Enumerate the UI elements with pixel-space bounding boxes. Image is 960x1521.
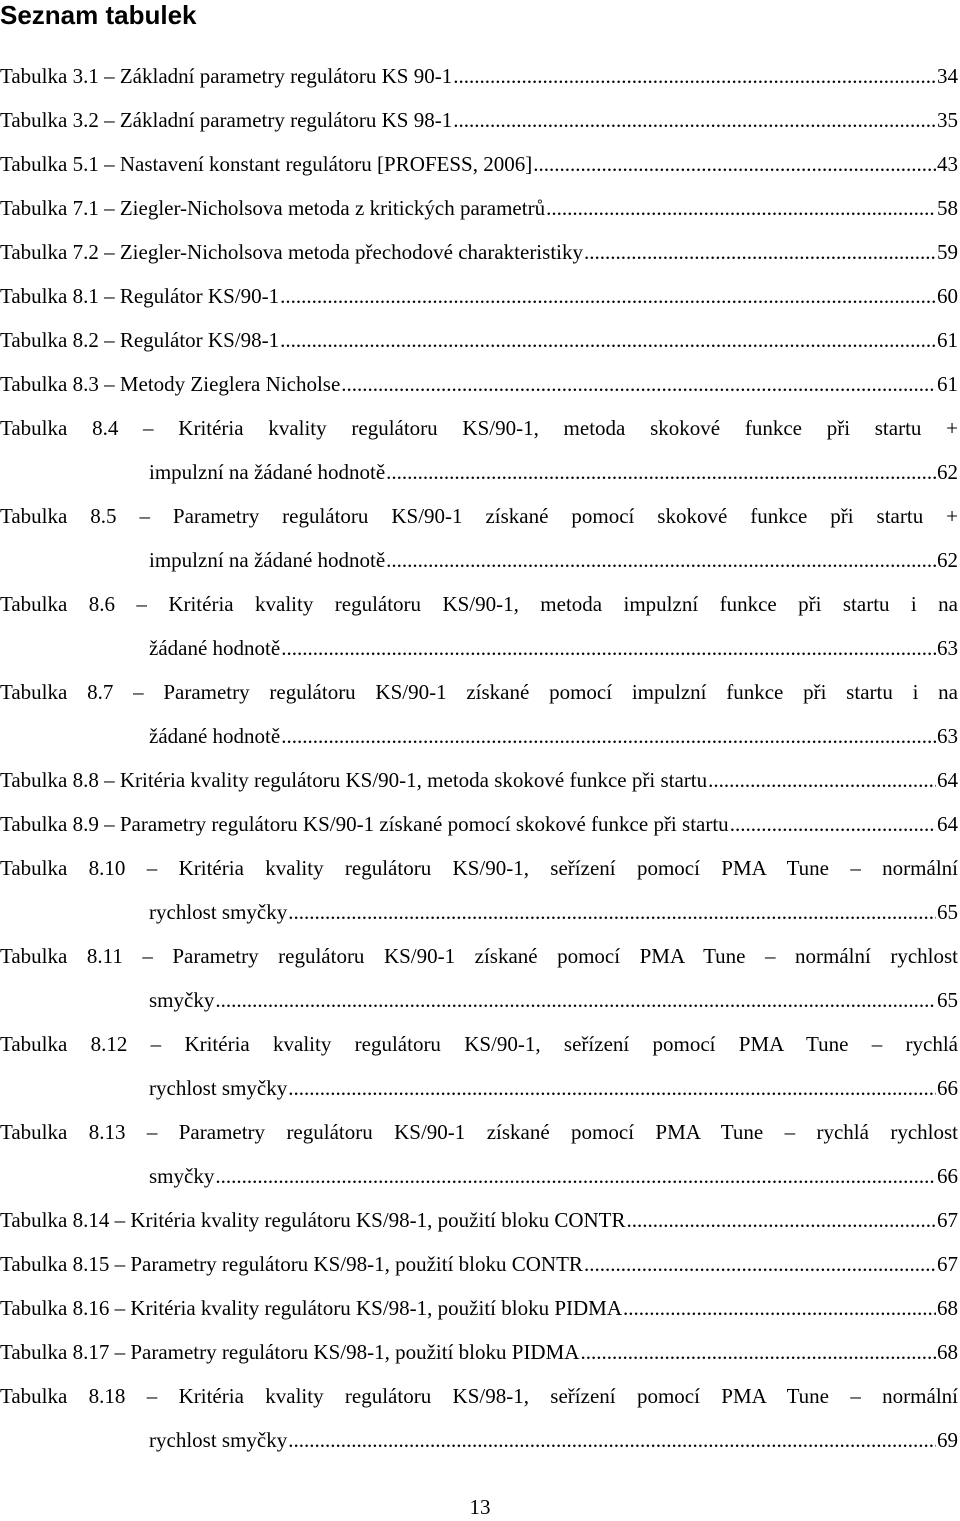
dot-leader xyxy=(281,626,936,670)
dot-leader xyxy=(453,98,936,142)
toc-entry[interactable] xyxy=(0,934,958,1022)
toc-entry[interactable] xyxy=(0,142,958,186)
toc-entry-title: Tabulka 8.15 – Parametry regulátoru KS/98-1, použití bloku CONTR xyxy=(0,1252,583,1276)
toc-entry[interactable] xyxy=(0,362,958,406)
toc-entry-title: Tabulka 8.5 – Parametry regulátoru KS/90-1 získané pomocí skokové funkce při startu + xyxy=(0,504,958,528)
page-title: Seznam tabulek xyxy=(0,0,197,30)
dot-leader xyxy=(708,758,936,802)
dot-leader xyxy=(386,450,936,494)
toc-entry-title-continuation: žádané hodnotě xyxy=(149,636,281,660)
toc-entry-title: Tabulka 8.1 – Regulátor KS/90-1 xyxy=(0,284,280,308)
dot-leader xyxy=(288,890,936,934)
toc-entry-title: Tabulka 7.1 – Ziegler-Nicholsova metoda z kritických parametrů xyxy=(0,196,546,220)
toc-entry[interactable] xyxy=(0,758,958,802)
toc-entry-title-continuation: smyčky xyxy=(149,988,215,1012)
toc-entry[interactable] xyxy=(0,54,958,98)
toc-entry-title-continuation: žádané hodnotě xyxy=(149,724,281,748)
dot-leader xyxy=(584,1242,936,1286)
dot-leader xyxy=(584,230,936,274)
toc-entry[interactable] xyxy=(0,1198,958,1242)
toc-entry-page: 61 xyxy=(937,372,958,396)
toc-entry-title: Tabulka 8.17 – Parametry regulátoru KS/98-1, použití bloku PIDMA xyxy=(0,1340,580,1364)
toc-entry-page: 62 xyxy=(937,548,958,572)
toc-entry-page: 43 xyxy=(937,152,958,176)
toc-entry-title: Tabulka 8.13 – Parametry regulátoru KS/90-1 získané pomocí PMA Tune – rychlá rychlost xyxy=(0,1120,958,1144)
toc-entry[interactable] xyxy=(0,1330,958,1374)
toc-entry[interactable] xyxy=(0,1022,958,1110)
dot-leader xyxy=(215,978,936,1022)
dot-leader xyxy=(730,802,936,846)
toc-entry[interactable] xyxy=(0,1374,958,1462)
toc-entry-title: Tabulka 7.2 – Ziegler-Nicholsova metoda přechodové charakteristiky xyxy=(0,240,583,264)
toc-entry[interactable] xyxy=(0,1286,958,1330)
toc-entry[interactable] xyxy=(0,98,958,142)
toc-entry-title: Tabulka 8.4 – Kritéria kvality regulátoru KS/90-1, metoda skokové funkce při startu + xyxy=(0,416,958,440)
toc-entry-title: Tabulka 8.9 – Parametry regulátoru KS/90-1 získané pomocí skokové funkce při startu xyxy=(0,812,729,836)
toc-entry-page: 64 xyxy=(937,812,958,836)
dot-leader xyxy=(281,714,936,758)
dot-leader xyxy=(546,186,936,230)
toc-entry[interactable] xyxy=(0,1110,958,1198)
toc-entry[interactable] xyxy=(0,670,958,758)
toc-entry-page: 58 xyxy=(937,196,958,220)
toc-entry-page: 62 xyxy=(937,460,958,484)
toc-entry-title: Tabulka 8.12 – Kritéria kvality regulátoru KS/90-1, seřízení pomocí PMA Tune – rychlá xyxy=(0,1032,958,1056)
toc-entry[interactable] xyxy=(0,1242,958,1286)
dot-leader xyxy=(280,274,936,318)
toc-entry-page: 35 xyxy=(937,108,958,132)
toc-entry-title: Tabulka 8.10 – Kritéria kvality regulátoru KS/90-1, seřízení pomocí PMA Tune – normální xyxy=(0,856,958,880)
toc-entry-title: Tabulka 8.16 – Kritéria kvality regulátoru KS/98-1, použití bloku PIDMA xyxy=(0,1296,623,1320)
toc-entry-page: 34 xyxy=(937,64,958,88)
toc-entry-title: Tabulka 8.18 – Kritéria kvality regulátoru KS/98-1, seřízení pomocí PMA Tune – normální xyxy=(0,1384,958,1408)
toc-entry-page: 60 xyxy=(937,284,958,308)
toc-entry-page: 67 xyxy=(937,1208,958,1232)
toc-entry[interactable] xyxy=(0,582,958,670)
dot-leader xyxy=(623,1286,936,1330)
toc-entry-page: 68 xyxy=(937,1296,958,1320)
toc-entry-title: Tabulka 3.2 – Základní parametry regulátoru KS 98-1 xyxy=(0,108,453,132)
toc-entry-title-continuation: impulzní na žádané hodnotě xyxy=(149,460,386,484)
toc-entry-title: Tabulka 8.2 – Regulátor KS/98-1 xyxy=(0,328,280,352)
toc-entry-page: 63 xyxy=(937,724,958,748)
toc-entry-title: Tabulka 8.3 – Metody Zieglera Nicholse xyxy=(0,372,341,396)
dot-leader xyxy=(386,538,936,582)
toc-entry-title: Tabulka 8.8 – Kritéria kvality regulátoru KS/90-1, metoda skokové funkce při startu xyxy=(0,768,708,792)
toc-entry-title: Tabulka 8.14 – Kritéria kvality regulátoru KS/98-1, použití bloku CONTR xyxy=(0,1208,626,1232)
table-of-tables xyxy=(0,54,958,1462)
toc-entry-title-continuation: rychlost smyčky xyxy=(149,1428,288,1452)
toc-entry-title: Tabulka 8.11 – Parametry regulátoru KS/90-1 získané pomocí PMA Tune – normální rychlost xyxy=(0,944,958,968)
dot-leader xyxy=(215,1154,936,1198)
toc-entry-page: 65 xyxy=(937,900,958,924)
toc-entry-title: Tabulka 8.6 – Kritéria kvality regulátoru KS/90-1, metoda impulzní funkce při startu i na xyxy=(0,592,958,616)
toc-entry-page: 69 xyxy=(937,1428,958,1452)
toc-entry[interactable] xyxy=(0,846,958,934)
dot-leader xyxy=(288,1418,936,1462)
toc-entry-title: Tabulka 5.1 – Nastavení konstant regulátoru [PROFESS, 2006] xyxy=(0,152,533,176)
toc-entry-title-continuation: rychlost smyčky xyxy=(149,1076,288,1100)
toc-entry[interactable] xyxy=(0,406,958,494)
toc-entry-page: 61 xyxy=(937,328,958,352)
toc-entry-page: 59 xyxy=(937,240,958,264)
toc-entry[interactable] xyxy=(0,186,958,230)
toc-entry-page: 68 xyxy=(937,1340,958,1364)
toc-entry-page: 66 xyxy=(937,1164,958,1188)
toc-entry-title-continuation: impulzní na žádané hodnotě xyxy=(149,548,386,572)
dot-leader xyxy=(453,54,936,98)
dot-leader xyxy=(580,1330,936,1374)
dot-leader xyxy=(280,318,936,362)
dot-leader xyxy=(288,1066,936,1110)
page-number: 13 xyxy=(469,1495,491,1519)
toc-entry[interactable] xyxy=(0,802,958,846)
toc-entry-page: 67 xyxy=(937,1252,958,1276)
toc-entry-page: 63 xyxy=(937,636,958,660)
toc-entry-page: 65 xyxy=(937,988,958,1012)
toc-entry-page: 66 xyxy=(937,1076,958,1100)
toc-entry[interactable] xyxy=(0,230,958,274)
toc-entry[interactable] xyxy=(0,274,958,318)
dot-leader xyxy=(627,1198,936,1242)
toc-entry-title: Tabulka 8.7 – Parametry regulátoru KS/90-1 získané pomocí impulzní funkce při startu i na xyxy=(0,680,958,704)
dot-leader xyxy=(341,362,936,406)
toc-entry-title-continuation: smyčky xyxy=(149,1164,215,1188)
dot-leader xyxy=(533,142,936,186)
toc-entry-title-continuation: rychlost smyčky xyxy=(149,900,288,924)
toc-entry-page: 64 xyxy=(937,768,958,792)
toc-entry[interactable] xyxy=(0,318,958,362)
toc-entry[interactable] xyxy=(0,494,958,582)
toc-entry-title: Tabulka 3.1 – Základní parametry regulátoru KS 90-1 xyxy=(0,64,453,88)
